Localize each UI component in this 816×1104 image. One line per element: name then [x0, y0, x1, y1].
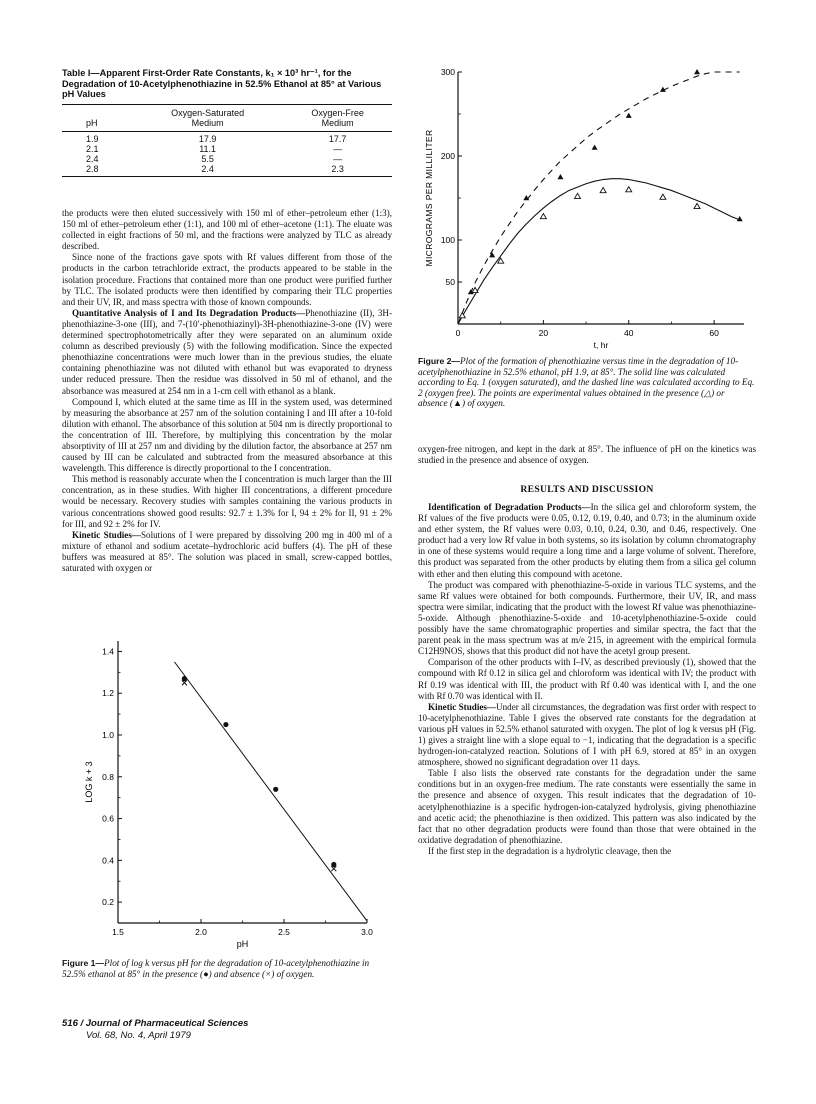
- paragraph-text: Since none of the fractions gave spots with Rf values different from those of the products in the carbon tetrachloride extract, the products appeared to be stable in the isolation procedure. Fractions that contained more than one product were purified further by TLC. The isolated products were then identified by comparing their TLC properties and their UV, IR, and mass spectra with those of known compounds.: [62, 252, 392, 307]
- cell-free: —: [333, 143, 343, 154]
- paragraph-text: If the first step in the degradation is a hydrolytic cleavage, then the: [428, 845, 672, 856]
- table-1-data: [62, 104, 392, 177]
- cell-ph: 2.4: [86, 153, 99, 164]
- figure-2-caption-label: Figure 2—: [418, 356, 461, 366]
- cell-saturated: 17.9: [198, 133, 217, 144]
- paragraph-text: This method is reasonably accurate when the I concentration is much larger than the III concentration, as in these studies. With higher III concentrations, a different procedure would be necessary. Recovery studies with samples containing the various products in various concentrations showed good results: 92.7 ± 1.3% for I, 94 ± 2% for II, 91 ± 2% for III, and 92 ± 2% for IV.: [62, 474, 392, 529]
- data-point-presence: [600, 187, 606, 192]
- run-in-heading: Quantitative Analysis of I and Its Degradation Products—: [72, 307, 306, 318]
- cell-ph: 1.9: [86, 133, 99, 144]
- table-row: [62, 144, 392, 154]
- paragraph-text: Compound I, which eluted at the same time as III in the system used, was determined by measuring the absorbance at 257 nm of the solution containing I and III after a 10-fold dilution with ethanol. The absorbance of this solution at 504 nm is directly proportional to the concentration of III. Therefore, by multiplying this concentration by the molar absorptivity of III at 257 nm and dividing by the dilution factor, the absorbance at 257 nm caused by III can be calculated and subtracted from the measured absorbance at this wavelength. This difference is directly proportional to the I concentration.: [62, 396, 392, 474]
- x-tick-label: 0: [455, 328, 461, 338]
- paragraph: [62, 530, 392, 574]
- data-point-presence: [273, 787, 278, 792]
- col-head-free-bottom: Medium: [321, 117, 354, 128]
- paragraph-text: Comparison of the other products with I–IV, as described previously (1), showed that the compound with Rf 0.12 in silica gel and chloroform was identical with IV; the product with Rf 0.19 was identical with III, the product with Rf 0.40 was identical with I, and the one with Rf 0.70 was identical with II.: [418, 657, 756, 701]
- y-tick-label: 1.4: [102, 646, 114, 657]
- y-tick-label: 100: [440, 235, 455, 245]
- paragraph: [62, 397, 392, 475]
- run-in-heading: Kinetic Studies—: [72, 529, 141, 540]
- figure-2-caption: [418, 356, 756, 409]
- paragraph: [62, 208, 392, 252]
- col-head-saturated-top: Oxygen-Saturated: [171, 107, 245, 118]
- data-point-presence: [540, 213, 546, 218]
- paragraph: [62, 252, 392, 307]
- paragraph: [62, 474, 392, 529]
- data-point-absence: [694, 69, 700, 74]
- run-in-heading: Identification of Degradation Products—: [428, 502, 591, 512]
- y-tick-label: 1.0: [102, 730, 114, 740]
- paragraph-text: Phenothiazine (II), 3H-phenothiazine-3-one (III), and 7-(10′-phenothiazinyl)-3H-phenothiazine-3-one (IV) were determined spectrophotometrically after they were separated on an aluminum oxide column as described previously (5) with the following modification. Since the expected phenothiazine concentrations were much lower than in the previous studies, the eluate containing phenothiazine was not diluted with ethanol but was evaporated to dryness under reduced pressure. Then the residue was dissolved in 50 ml of ethanol, and the absorbance was measured at 254 nm in a 1-cm cell with ethanol as a blank.: [62, 307, 392, 396]
- table-row: [62, 154, 392, 164]
- paragraph-text: the products were then eluted successively with 150 ml of ether–petroleum ether (1:3), 150 ml of ether–petroleum ether (1:1), and 100 ml of ether–acetone (1:1). The eluate was collected in eight fractions of 50 ml, and the fractions were analyzed by TLC as already described.: [62, 208, 392, 252]
- x-tick-label: 3.0: [361, 927, 373, 937]
- figure-1-caption-label: Figure 1—: [62, 958, 105, 968]
- run-in-heading: Kinetic Studies—: [428, 701, 497, 712]
- cell-ph: 2.1: [86, 143, 99, 154]
- paragraph-text: In the silica gel and chloroform system, the Rf values of the five products were 0.05, 0.12, 0.19, 0.40, and 0.73; in the aluminum oxide and ether system, the Rf values were 0.03, 0.10, 0.24, 0.30, and 0.46, respectively. One product had a very low Rf value in both systems, so its isolation by column chromatography in one of these systems would require a long time and a large volume of solvent. Therefore, this product was separated from the other products by eluting them from a silica gel column with ether and then eluting this compound with acetone.: [418, 502, 756, 579]
- section-heading: RESULTS AND DISCUSSION: [520, 484, 654, 495]
- paragraph: [418, 444, 756, 466]
- cell-free: —: [333, 153, 343, 164]
- paragraph: [418, 502, 756, 580]
- x-tick-label: 40: [624, 328, 634, 338]
- data-point-presence: [694, 203, 700, 208]
- y-tick-label: 0.6: [102, 813, 114, 824]
- table-body: [62, 131, 392, 176]
- cell-free: 2.3: [331, 163, 344, 174]
- solid-curve: [458, 179, 740, 324]
- x-axis-label: t, hr: [593, 340, 609, 350]
- footer-volume: Vol. 68, No. 4, April 1979: [86, 1029, 191, 1041]
- y-tick-label: 0.2: [102, 897, 114, 908]
- figure-1: [62, 635, 392, 955]
- figure-1-caption: [62, 958, 392, 979]
- col-head-ph: pH: [86, 117, 98, 128]
- y-axis-label: MICROGRAMS PER MILLILITER: [424, 129, 434, 267]
- x-tick-label: 1.5: [112, 927, 124, 937]
- table-1: [62, 68, 392, 177]
- figure-2-caption-text: Plot of the formation of phenothiazine versus time in the degradation of 10-acetylphenothiazine in 52.5% ethanol, pH 1.9, at 85°. The solid line was calculated according to Eq. 1 (oxygen saturated), and the dashed line was calculated according to Eq. 2 (oxygen free). The points are experimental values obtained in the presence (△) or absence (▲) of oxygen.: [418, 356, 755, 408]
- data-point-presence: [223, 722, 228, 727]
- paragraph-text: Under all circumstances, the degradation was first order with respect to 10-acetylphenothiazine. Table I gives the observed rate constants for the degradation at various pH values in 52.5% ethanol saturated with oxygen. The plot of log k versus pH (Fig. 1) gives a straight line with a slope equal to −1, indicating that the degradation is a specific hydrogen-ion-catalyzed reaction. Solutions of I with pH 6.9, stored at 85° in an oxygen atmosphere, showed no significant degradation over 11 days.: [418, 701, 756, 768]
- y-tick-label: 0.4: [102, 855, 114, 866]
- col-head-saturated-bottom: Medium: [191, 117, 224, 128]
- cell-saturated: 11.1: [199, 143, 217, 154]
- paragraph: [418, 657, 756, 701]
- page-footer: [62, 1018, 248, 1041]
- cell-free: 17.7: [328, 133, 347, 144]
- data-point-presence: [626, 187, 632, 192]
- paragraph-text: Solutions of I were prepared by dissolving 200 mg in 400 ml of a mixture of ethanol and sodium acetate–hydrochloric acid buffers (4). The pH of these buffers was measured at 85°. The solution was placed in small, screw-capped bottles, saturated with oxygen or: [62, 529, 392, 573]
- col-head-free-top: Oxygen-Free: [311, 107, 364, 118]
- cell-ph: 2.8: [86, 163, 99, 174]
- data-point-presence: [660, 194, 666, 199]
- x-axis-label: pH: [236, 939, 249, 949]
- x-tick-label: 2.5: [278, 927, 290, 937]
- fit-line: [174, 662, 367, 921]
- cell-saturated: 2.4: [201, 163, 214, 174]
- paragraph: [62, 308, 392, 397]
- paragraph-text: Table I also lists the observed rate constants for the degradation under the same conditions but in an oxygen-free medium. The rate constants were essentially the same in the presence and absence of oxygen. This result indicates that the degradation of 10-acetylphenothiazine is a specific hydrogen-ion-catalyzed hydrolysis, giving phenothiazine and acetic acid; the phenothiazine is then oxidized. This pattern was also indicated by the fact that no other degradation products were found than those that were obtained in the oxidative degradation of phenothiazine.: [418, 768, 756, 845]
- data-point-presence: [575, 193, 581, 198]
- data-point-absence: [626, 113, 632, 118]
- y-tick-label: 50: [445, 277, 455, 287]
- footer-journal: 516 / Journal of Pharmaceutical Sciences: [62, 1018, 249, 1029]
- right-column-text: [418, 502, 756, 857]
- paragraph: [418, 768, 756, 846]
- paragraph-text: The product was compared with phenothiazine-5-oxide in various TLC systems, and the same Rf values were obtained for both compounds. Furthermore, their UV, IR, and mass spectra were similar, indicating that the product with the lowest Rf value was phenothiazine-5-oxide. Although phenothiazine-5-oxide and 10-acetylphenothiazine-5-oxide could possibly have the same chromatographic properties and similar spectra, the fact that the parent peak in the mass spectrum was at m/e 215, in agreement with the empirical formula C12H9NOS, shows that this product did not have the acetyl group present.: [418, 579, 756, 657]
- y-axis-label: LOG k + 3: [84, 761, 94, 803]
- y-tick-label: 200: [440, 151, 455, 161]
- table-title: Table I—Apparent First-Order Rate Constants, k₁ × 10³ hr⁻¹, for the Degradation of 10-Acetylphenothiazine in 52.5% Ethanol at 85° at Various pH Values: [62, 68, 382, 99]
- data-point-absence: [592, 145, 598, 150]
- left-column-text: [62, 208, 392, 574]
- x-tick-label: 2.0: [195, 927, 207, 937]
- paragraph: [418, 702, 756, 769]
- cell-saturated: 5.5: [201, 153, 214, 164]
- data-point-absence: [489, 252, 495, 257]
- figure-2: [412, 64, 762, 354]
- y-tick-label: 300: [440, 67, 455, 77]
- paragraph: [418, 846, 756, 857]
- x-tick-label: 60: [709, 328, 719, 338]
- paragraph-text: oxygen-free nitrogen, and kept in the dark at 85°. The influence of pH on the kinetics was studied in the presence and absence of oxygen.: [418, 444, 756, 466]
- paragraph: [418, 580, 756, 658]
- table-row: [62, 164, 392, 177]
- right-column-top-text: [418, 444, 756, 466]
- figure-1-caption-text: Plot of log k versus pH for the degradation of 10-acetylphenothiazine in 52.5% ethanol at 85° in the presence (●) and absence (×) of oxygen.: [62, 958, 370, 979]
- data-point-absence: [557, 174, 563, 179]
- x-tick-label: 20: [538, 328, 549, 338]
- y-tick-label: 0.8: [102, 771, 114, 782]
- y-tick-label: 1.2: [102, 688, 114, 699]
- dashed-curve: [458, 72, 740, 324]
- table-row: [62, 131, 392, 144]
